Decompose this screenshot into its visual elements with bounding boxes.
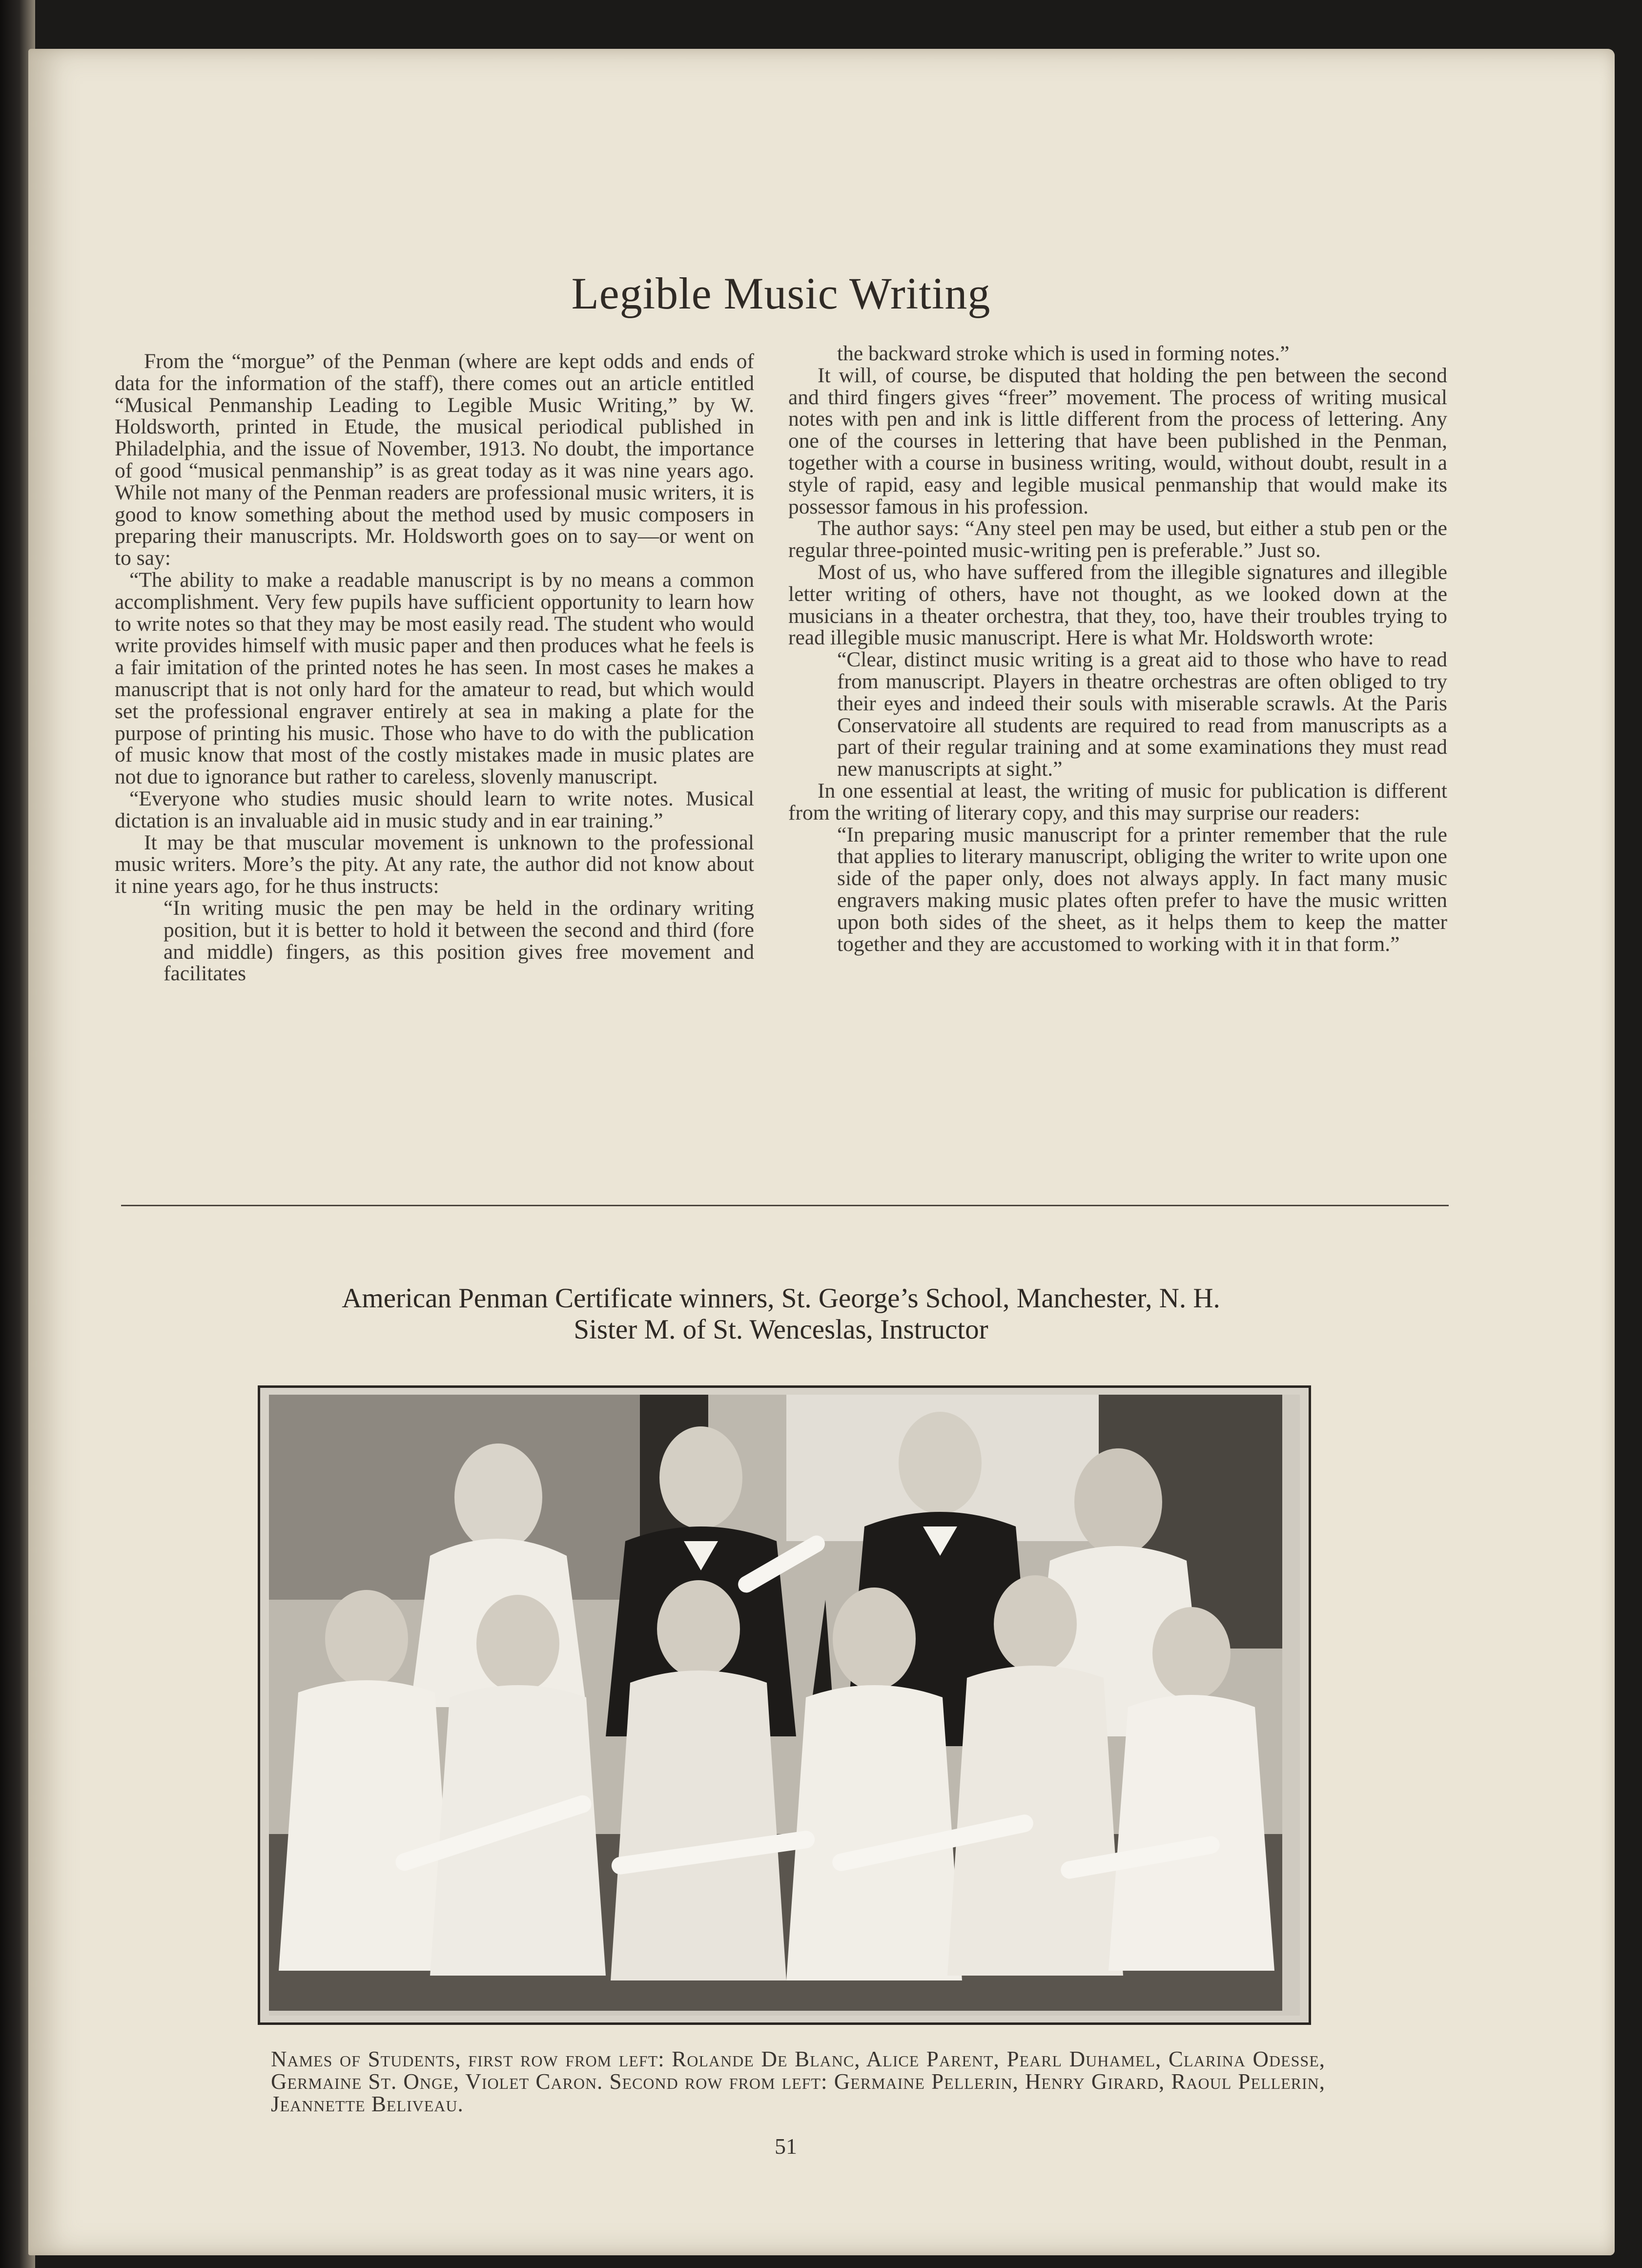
- paragraph: It may be that muscular movement is unknown to the professional music writers. More’s the pity. At any rate, the author did not know about it nine years ago, for he thus instructs:: [115, 830, 754, 898]
- paragraph: From the “morgue” of the Penman (where are kept odds and ends of data for the information of the staff), there comes out an article entitled “Musical Penmanship Leading to Legible Music Writing,” by W. Holdsworth, printed in Etude, the musical periodical published in Philadelphia, and the issue of November, 1913. No doubt, the importance of good “musical penmanship” is as great today as it was nine years ago. While not many of the Penman readers are professional music writers, it is good to know something about the method used by music composers in preparing their manuscripts. Mr. Holdsworth goes on to say—or went on to say:: [115, 350, 754, 570]
- paragraph: In one essential at least, the writing of music for publication is different from the writing of literary copy, and this may surprise our readers:: [788, 779, 1447, 825]
- left-column: [115, 351, 754, 985]
- right-column: [788, 343, 1447, 955]
- photo-caption: [244, 1283, 1318, 1345]
- paragraph: It will, of course, be disputed that holding the pen between the second and third fingers gives “freer” movement. The process of writing musical notes with pen and ink is little different from the process of lettering. Any one of the courses in lettering that have been published in the Penman, together with a course in business writing, would, without doubt, result in a style of rapid, easy and legible musical penmanship that would make its possessor famous in his profession.: [788, 363, 1447, 518]
- photo-caption-line: American Penman Certificate winners, St. George’s School, Manchester, N. H.: [342, 1283, 1220, 1314]
- quote-paragraph: the backward stroke which is used in forming notes.”: [837, 342, 1290, 365]
- group-photo: [258, 1385, 1311, 2025]
- quote-paragraph: “Everyone who studies music should learn to write notes. Musical dictation is an invaluable aid in music study and in ear training.”: [115, 786, 754, 832]
- group-photo-illustration: [269, 1395, 1282, 2011]
- photo-image: [269, 1395, 1300, 2016]
- article-title: Legible Music Writing: [571, 268, 991, 318]
- quote-paragraph: “In writing music the pen may be held in the ordinary writing position, but it is better to hold it between the second and third (fore and middle) fingers, as this position gives free movement and facilitates: [164, 896, 754, 986]
- paragraph: Most of us, who have suffered from the illegible signatures and illegible letter writing of others, have not thought, as we looked down at the musicians in a theater orchestra, that they, too, have their troubles trying to read illegible music manuscript. Here is what Mr. Holdsworth wrote:: [788, 560, 1447, 650]
- photo-caption-line: Sister M. of St. Wenceslas, Instructor: [574, 1314, 988, 1345]
- page-number: 51: [775, 2134, 797, 2159]
- quote-paragraph: “Clear, distinct music writing is a great aid to those who have to read from manuscript. Players in theatre orchestras are often obliged to try their eyes and indeed their souls with miserable scrawls. At the Paris Conservatoire all students are required to read from manuscripts as a part of their regular training and at some examinations they must read new manuscripts at sight.”: [837, 648, 1447, 781]
- quote-paragraph: “The ability to make a readable manuscript is by no means a common accomplishment. Very few pupils have sufficient opportunity to learn how to write notes so that they may be most easily read. The student who would write provides himself with music paper and then produces what he feels is a fair imitation of the printed notes he has seen. In most cases he makes a manuscript that is not only hard for the amateur to read, but which would set the professional engraver entirely at sea in making a plate for the purpose of printing his music. Those who have to do with the publication of music know that most of the costly mistakes made in music plates are not due to ignorance but rather to careless, slovenly manuscript.: [115, 568, 754, 789]
- quote-paragraph: “In preparing music manuscript for a printer remember that the rule that applies to literary manuscript, obliging the writer to write upon one side of the paper only, does not always apply. In fact many music engravers making music plates often prefer to have the music written upon both sides of the sheet, as it helps them to keep the matter together and they are accustomed to working with it in that form.”: [837, 823, 1447, 956]
- section-divider: [121, 1205, 1449, 1206]
- student-names: Names of Students, first row from left: Rolande De Blanc, Alice Parent, Pearl Duhamel, Clarina Odesse, Germaine St. Onge, Violet Caron. Second row from left: Germaine Pellerin, Henry Girard, Raoul Pellerin, Jeannette Beliveau.: [271, 2047, 1325, 2116]
- paragraph: The author says: “Any steel pen may be used, but either a stub pen or the regular three-pointed music-writing pen is preferable.” Just so.: [788, 516, 1447, 562]
